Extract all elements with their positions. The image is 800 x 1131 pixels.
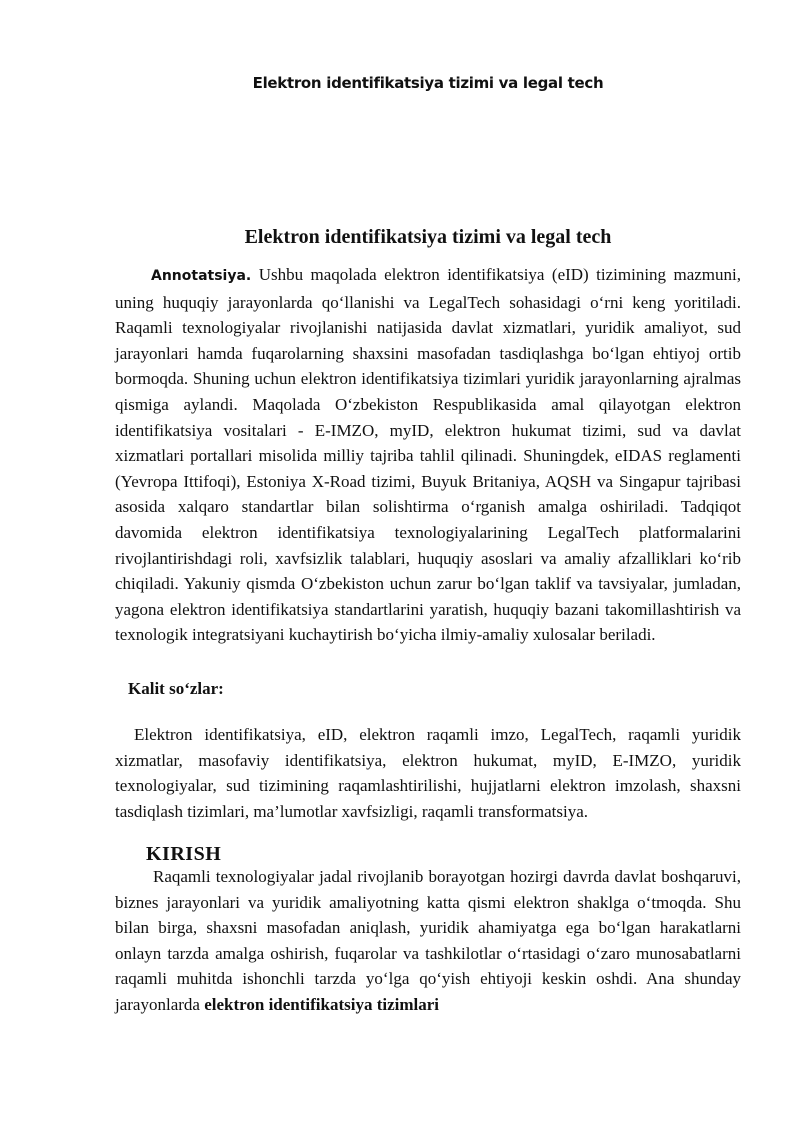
- introduction-paragraph: [115, 864, 741, 1018]
- keywords-heading: Kalit so‘zlar:: [128, 679, 224, 698]
- keywords-paragraph: [115, 722, 741, 824]
- abstract-paragraph: [115, 262, 741, 648]
- abstract-text: Ushbu maqolada elektron identifikatsiya (eID) tizimining mazmuni, uning huquqiy jarayonlarda qo‘llanishi va LegalTech sohasidagi o‘rni keng yoritiladi. Raqamli texnologiyalar rivojlanishi natijasida davlat xizmatlari, yuridik amaliyot, sud jarayonlari hamda fuqarolarning shaxsini masofadan tasdiqlashga bo‘lgan ehtiyoj ortib bormoqda. Shuning uchun elektron identifikatsiya tizimlari yuridik jarayonlarning ajralmas qismiga aylandi. Maqolada O‘zbekiston Respublikasida amal qilayotgan elektron identifikatsiya vositalari - E-IMZO, myID, elektron hukumat tizimi, sud va davlat xizmatlari portallari misolida milliy tajriba tahlil qilinadi. Shuningdek, eIDAS reglamenti (Yevropa Ittifoqi), Estoniya X-Road tizimi, Buyuk Britaniya, AQSH va Singapur tajribasi asosida xalqaro standartlar bilan solishtirma o‘rganish amalga oshiriladi. Tadqiqot davomida elektron identifikatsiya texnologiyalarining LegalTech platformalarini rivojlantirishdagi roli, xavfsizlik talablari, huquqiy asoslari va amaliy afzalliklari ko‘rib chiqiladi. Yakuniy qismda O‘zbekiston uchun zarur bo‘lgan taklif va tavsiyalar, jumladan, yagona elektron identifikatsiya standartlarini yaratish, huquqiy bazani takomillashtirish va texnologik integratsiyani kuchaytirish bo‘yicha ilmiy-amaliy xulosalar beriladi.: [115, 265, 741, 645]
- article-title: Elektron identifikatsiya tizimi va legal tech: [244, 226, 612, 248]
- introduction-bold-term: elektron identifikatsiya tizimlari: [204, 994, 440, 1014]
- running-header-title: Elektron identifikatsiya tizimi va legal tech: [252, 74, 604, 92]
- section-heading-introduction: KIRISH: [146, 843, 222, 865]
- introduction-text: Raqamli texnologiyalar jadal rivojlanib borayotgan hozirgi davrda davlat boshqaruvi, biznes jarayonlari va yuridik amaliyotning katta qismi elektron shaklga o‘tmoqda. Shu bilan birga, shaxsni masofadan aniqlash, yuridik ahamiyatga ega bo‘lgan harakatlarni onlayn tarzda amalga oshirish, fuqarolar va tashkilotlar o‘rtasidagi o‘zaro munosabatlarni raqamli muhitda ishonchli tarzda yo‘lga qo‘yish ehtiyoji keskin oshdi. Ana shunday jarayonlarda: [115, 867, 741, 1014]
- keywords-text: Elektron identifikatsiya, eID, elektron raqamli imzo, LegalTech, raqamli yuridik xizmatlar, masofaviy identifikatsiya, elektron hukumat, myID, E-IMZO, yuridik texnologiyalar, sud tizimining raqamlashtirilishi, hujjatlarni elektron imzolash, shaxsni tasdiqlash tizimlari, ma’lumotlar xavfsizligi, raqamli transformatsiya.: [115, 725, 741, 821]
- abstract-label: Annotatsiya.: [151, 268, 252, 284]
